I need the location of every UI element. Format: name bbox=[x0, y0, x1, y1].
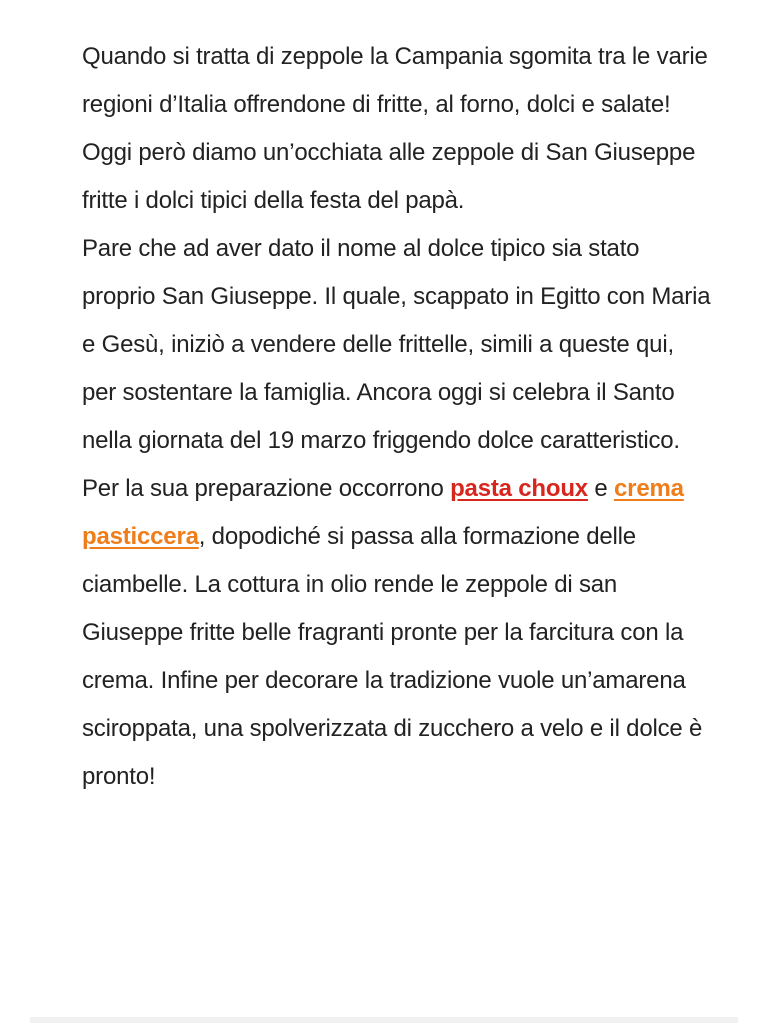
article-body bbox=[82, 33, 712, 801]
bottom-divider bbox=[30, 1017, 738, 1023]
paragraph-history: Pare che ad aver dato il nome al dolce tipico sia stato proprio San Giuseppe. Il quale, scappato in Egitto con Maria e Gesù, iniziò a vendere delle frittelle, simili a queste qui, per sostentare la famiglia. Ancora oggi si celebra il Santo nella giornata del 19 marzo friggendo dolce caratteristico. bbox=[82, 235, 711, 454]
preparation-text-before: Per la sua preparazione occorrono bbox=[82, 475, 451, 502]
link-crema-pasticcera[interactable]: crema pasticcera bbox=[82, 475, 684, 550]
link-pasta-choux[interactable]: pasta choux bbox=[450, 475, 588, 502]
preparation-text-after: , dopodiché si passa alla formazione delle ciambelle. La cottura in olio rende le zeppole di san Giuseppe fritte belle fragranti pronte per la farcitura con la crema. Infine per decorare la tradizione vuole un’amarena sciroppata, una spolverizzata di zucchero a velo e il dolce è pronto! bbox=[82, 523, 703, 790]
paragraph-preparation bbox=[82, 465, 712, 801]
preparation-text-middle: e bbox=[587, 475, 615, 502]
paragraph-intro: Quando si tratta di zeppole la Campania sgomita tra le varie regioni d’Italia offrendone di fritte, al forno, dolci e salate! Oggi però diamo un’occhiata alle zeppole di San Giuseppe fritte i dolci tipici della festa del papà. bbox=[82, 43, 708, 214]
